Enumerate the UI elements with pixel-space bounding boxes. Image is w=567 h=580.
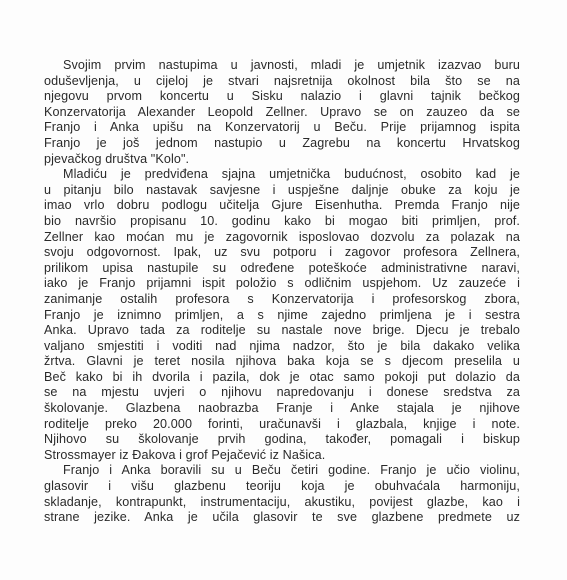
text-line: Franjo je još jednom nastupio u Zagrebu na koncertu Hrvatskog — [44, 135, 520, 150]
text-line: imao vrlo dobru podlogu učitelja Gjure Eisenhutha. Premda Franjo nije — [44, 198, 520, 213]
text-line: pjevačkog društva "Kolo". — [44, 151, 190, 166]
text-line: Zellner kao moćan mu je zagovornik isposlovao dozvolu za polazak na — [44, 229, 520, 244]
text-line: žrtva. Glavni je teret nosila njihova baka koja se s djecom preselila u — [44, 354, 520, 369]
text-line: Franjo i Anka upišu na Konzervatorij u Beču. Prije prijamnog ispita — [44, 120, 520, 135]
text-line: bio navršio propisanu 10. godinu kako bi mogao biti primljen, prof. — [44, 213, 520, 228]
text-line: školovanje. Glazbena naobrazba Franje i Anke stajala je njihove — [44, 401, 520, 416]
text-line: u pitanju bilo nastavak savjesne i uspješne daljnje obuke za koju je — [44, 182, 520, 197]
text-line: valjano smjestiti i voditi nad njima nadzor, što je bila dakako velika — [44, 338, 520, 353]
text-line: glasovir i višu glazbenu teoriju koja je obuhvaćala harmoniju, — [44, 479, 520, 494]
text-line: roditelje preko 20.000 forinti, uračunavši i glazbala, knjige i note. — [44, 416, 520, 431]
text-line: strane jezike. Anka je učila glasovir te sve glazbene predmete uz — [44, 510, 520, 525]
text-line: zanimanje ostalih profesora s Konzervatorija i profesorskog zbora, — [44, 291, 520, 306]
text-line: Mladiću je predviđena sjajna umjetnička budućnost, osobito kad je — [63, 167, 520, 182]
body-text — [44, 58, 520, 526]
text-line: Svojim prvim nastupima u javnosti, mladi je umjetnik izazvao buru — [63, 58, 520, 72]
text-line: Anka. Upravo tada za roditelje su nastale nove brige. Djecu je trebalo — [44, 323, 520, 338]
text-line: iako je Franjo prijamni ispit položio s odličnim uspjehom. Uz zauzeće i — [44, 276, 520, 291]
text-line: Franjo i Anka boravili su u Beču četiri godine. Franjo je učio violinu, — [63, 463, 520, 478]
text-line: Franjo je iznimno primljen, a s njime zajedno primljena je i sestra — [44, 307, 520, 322]
text-line: svoju odgovornost. Ipak, uz svu potporu i zagovor profesora Zellnera, — [44, 245, 520, 260]
text-line: oduševljenja, u cijeloj je stvari najsretnija okolnost bila što se na — [44, 73, 520, 88]
text-line: Njihovo su školovanje prvih godina, također, pomagali i biskup — [44, 432, 520, 447]
text-line: skladanje, kontrapunkt, instrumentaciju, akustiku, povijest glazbe, kao i — [44, 494, 520, 509]
text-line: se na mjestu uvjeri o njihovu napredovanju i donese sredstva za — [44, 385, 520, 400]
text-line: njegovu prvom koncertu u Sisku nalazio i glavni tajnik bečkog — [44, 89, 520, 104]
text-line: prilikom upisa nastupile su određene poteškoće administrativne naravi, — [44, 260, 520, 275]
text-line: Konzervatorija Alexander Leopold Zellner. Upravo se on zauzeo da se — [44, 104, 520, 119]
text-line: Strossmayer iz Đakova i grof Pejačević iz Našica. — [44, 447, 326, 462]
text-line: Beč kako bi ih dvorila i pazila, dok je otac samo pokoji put dolazio da — [44, 369, 520, 384]
